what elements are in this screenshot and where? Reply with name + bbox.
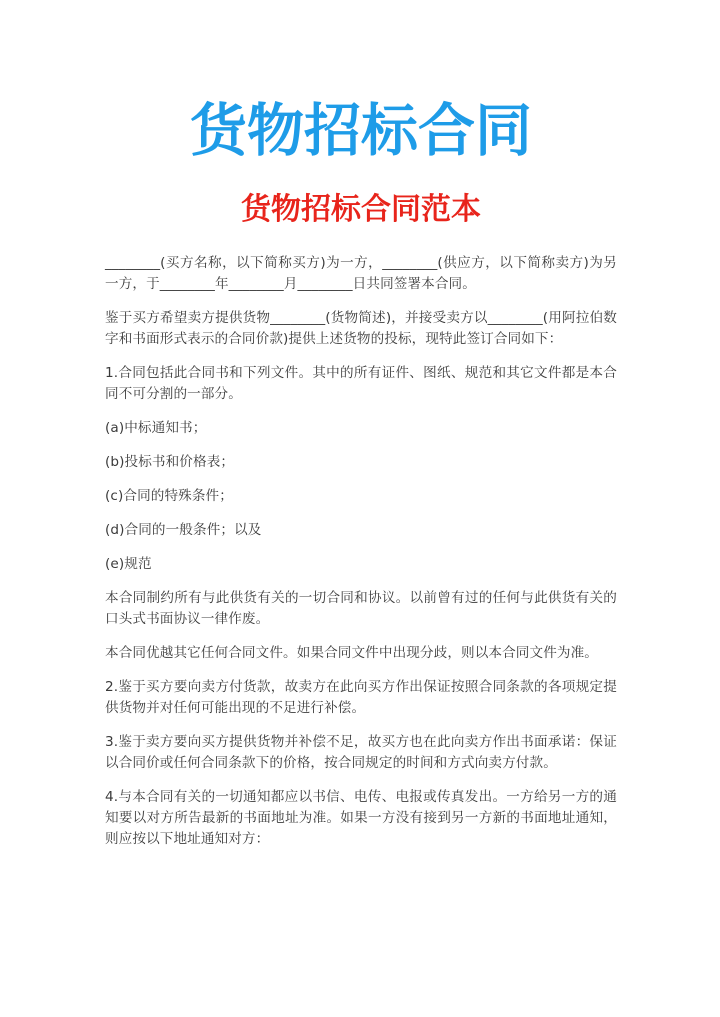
- document-content: [105, 0, 617, 850]
- paragraph-intro-recitals: 鉴于买方希望卖方提供货物________(货物简述)，并接受卖方以________(用阿拉伯数字和书面形式表示的合同价款)提供上述货物的投标，现特此签订合同如下：: [105, 310, 617, 347]
- paragraph-precedence: 本合同优越其它任何合同文件。如果合同文件中出现分歧，则以本合同文件为准。: [105, 645, 598, 661]
- clause-1: 1.合同包括此合同书和下列文件。其中的所有证件、图纸、规范和其它文件都是本合同不可分割的一部分。: [105, 365, 617, 402]
- clause-4: 4.与本合同有关的一切通知都应以书信、电传、电报或传真发出。一方给另一方的通知要以对方所告最新的书面地址为准。如果一方没有接到另一方新的书面地址通知，则应按以下地址通知对方：: [105, 789, 617, 847]
- paragraph-intro-parties: ________(买方名称，以下简称买方)为一方，________(供应方，以下简称卖方)为另一方，于________年________月________日共同签署本合同。: [105, 255, 617, 292]
- clause-3: 3.鉴于卖方要向买方提供货物并补偿不足，故买方也在此向卖方作出书面承诺：保证以合同价或任何合同条款下的价格，按合同规定的时间和方式向卖方付款。: [105, 734, 617, 771]
- clause-1-item-d: (d)合同的一般条件；以及: [105, 522, 262, 538]
- clause-1-item-a: (a)中标通知书；: [105, 420, 207, 436]
- page-subtitle: 货物招标合同范本: [241, 192, 481, 227]
- clause-1-item-e: (e)规范: [105, 556, 152, 572]
- contract-body: [105, 253, 617, 850]
- page-title: 货物招标合同: [190, 98, 532, 164]
- clause-1-item-b: (b)投标书和价格表；: [105, 454, 235, 470]
- clause-1-item-c: (c)合同的特殊条件；: [105, 488, 233, 504]
- paragraph-supersedes: 本合同制约所有与此供货有关的一切合同和协议。以前曾有过的任何与此供货有关的口头式书面协议一律作废。: [105, 590, 617, 627]
- clause-2: 2.鉴于买方要向卖方付货款，故卖方在此向买方作出保证按照合同条款的各项规定提供货物并对任何可能出现的不足进行补偿。: [105, 679, 617, 716]
